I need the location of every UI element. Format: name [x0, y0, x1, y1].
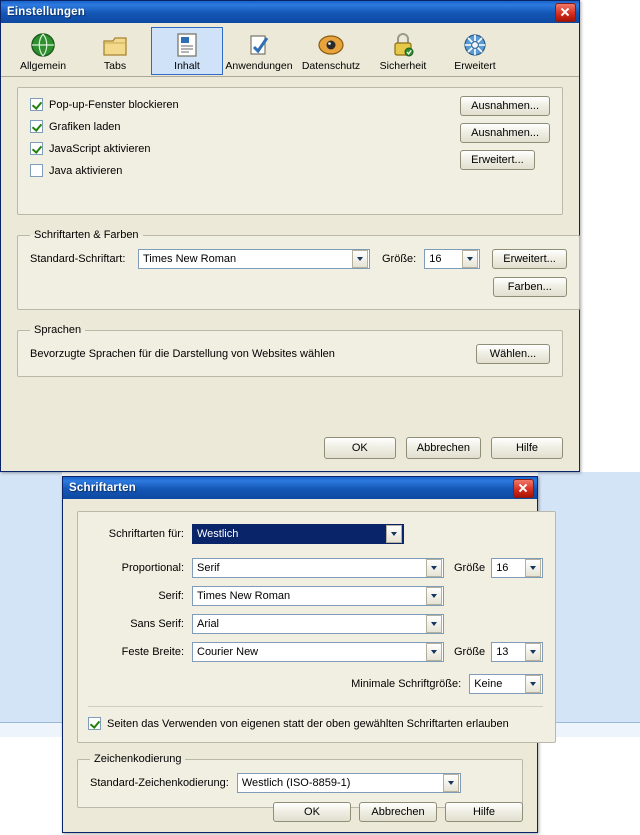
monospace-select[interactable]: [192, 642, 444, 662]
checkbox-load-images[interactable]: [30, 120, 121, 133]
min-font-size-label: Minimale Schriftgröße:: [351, 678, 462, 690]
settings-title: Einstellungen: [7, 6, 85, 18]
default-encoding-value: Westlich (ISO-8859-1): [241, 777, 351, 789]
images-exceptions-button[interactable]: Ausnahmen...: [460, 123, 550, 143]
globe-icon: [8, 30, 78, 60]
settings-help-button[interactable]: Hilfe: [491, 437, 563, 459]
proportional-size-value: 16: [496, 562, 509, 574]
chevron-down-icon[interactable]: [352, 250, 368, 268]
settings-cancel-button[interactable]: Abbrechen: [406, 437, 481, 459]
close-icon[interactable]: [513, 479, 534, 498]
chevron-down-icon[interactable]: [426, 643, 442, 661]
default-font-value: Times New Roman: [143, 253, 237, 265]
content-side-buttons: [460, 96, 550, 177]
fonts-selection-group: [77, 511, 556, 743]
fonts-dialog-footer: [273, 802, 523, 822]
fonts-for-value: Westlich: [197, 528, 239, 540]
checkbox-allow-page-fonts-box[interactable]: [88, 717, 101, 730]
sans-serif-label: Sans Serif:: [130, 618, 184, 630]
proportional-select[interactable]: [192, 558, 444, 578]
popup-exceptions-button[interactable]: Ausnahmen...: [460, 96, 550, 116]
sans-serif-value: Arial: [197, 618, 220, 630]
content-panel: [1, 77, 579, 471]
checkbox-load-images-box[interactable]: [30, 120, 43, 133]
chevron-down-icon[interactable]: [443, 774, 459, 792]
languages-legend: Sprachen: [34, 324, 82, 336]
sans-serif-select[interactable]: [192, 614, 444, 634]
fonts-for-select[interactable]: [192, 524, 404, 544]
proportional-value: Serif: [197, 562, 220, 574]
languages-description: Bevorzugte Sprachen für die Darstellung von Websites wählen: [30, 348, 335, 360]
proportional-size-select[interactable]: [491, 558, 543, 578]
chevron-down-icon[interactable]: [386, 525, 402, 543]
tab-datenschutz-label: Datenschutz: [301, 60, 361, 72]
chevron-down-icon[interactable]: [462, 250, 478, 268]
default-encoding-select[interactable]: [237, 773, 461, 793]
fonts-dialog-body: [63, 499, 537, 832]
fonts-ok-button[interactable]: OK: [273, 802, 351, 822]
tab-anwendungen-label: Anwendungen: [225, 60, 293, 72]
font-size-label: Größe:: [382, 253, 417, 265]
chevron-down-icon[interactable]: [525, 559, 541, 577]
monospace-size-select[interactable]: [491, 642, 543, 662]
monospace-size-value: 13: [496, 646, 509, 658]
serif-value: Times New Roman: [197, 590, 291, 602]
applications-icon: [224, 30, 294, 60]
close-icon[interactable]: [555, 3, 576, 22]
tab-erweitert-label: Erweitert: [454, 60, 496, 72]
fonts-dialog-titlebar[interactable]: [63, 477, 537, 499]
checkbox-enable-javascript-box[interactable]: [30, 142, 43, 155]
divider: [88, 706, 543, 707]
checkbox-popup-blocker-box[interactable]: [30, 98, 43, 111]
monospace-label: Feste Breite:: [121, 646, 184, 658]
security-lock-icon: [368, 30, 438, 60]
proportional-label: Proportional:: [121, 562, 184, 574]
advanced-gear-icon: [440, 30, 510, 60]
tab-inhalt[interactable]: [151, 27, 223, 75]
fonts-advanced-button[interactable]: Erweitert...: [492, 249, 567, 269]
tab-sicherheit[interactable]: [367, 27, 439, 75]
chevron-down-icon[interactable]: [426, 559, 442, 577]
chevron-down-icon[interactable]: [426, 615, 442, 633]
checkbox-popup-blocker[interactable]: [30, 98, 179, 111]
languages-group: [17, 324, 563, 377]
fonts-colors-group: [17, 229, 580, 310]
fonts-cancel-button[interactable]: Abbrechen: [359, 802, 437, 822]
min-font-size-select[interactable]: [469, 674, 543, 694]
default-encoding-label: Standard-Zeichenkodierung:: [90, 777, 229, 789]
checkbox-allow-page-fonts-label: Seiten das Verwenden von eigenen statt der oben gewählten Schriftarten erlauben: [107, 717, 509, 730]
checkbox-load-images-label: Grafiken laden: [49, 120, 121, 133]
serif-select[interactable]: [192, 586, 444, 606]
encoding-legend: Zeichenkodierung: [94, 753, 182, 765]
monospace-size-label: Größe: [454, 646, 486, 658]
chevron-down-icon[interactable]: [525, 675, 541, 693]
tabs-icon: [80, 30, 150, 60]
checkbox-allow-page-fonts[interactable]: [88, 717, 509, 730]
desktop-page-right: [538, 737, 640, 835]
checkbox-enable-java-label: Java aktivieren: [49, 164, 123, 177]
serif-label: Serif:: [158, 590, 184, 602]
settings-footer: [324, 437, 563, 459]
tab-allgemein-label: Allgemein: [19, 60, 67, 72]
choose-languages-button[interactable]: Wählen...: [476, 344, 550, 364]
tab-datenschutz[interactable]: [295, 27, 367, 75]
fonts-dialog: [62, 476, 538, 833]
tab-allgemein[interactable]: [7, 27, 79, 75]
encoding-group: [77, 753, 523, 808]
settings-titlebar[interactable]: [1, 1, 579, 23]
font-size-select[interactable]: [424, 249, 480, 269]
font-size-value: 16: [429, 253, 442, 265]
settings-toolbar: [1, 23, 579, 77]
colors-button[interactable]: Farben...: [493, 277, 567, 297]
javascript-advanced-button[interactable]: Erweitert...: [460, 150, 535, 170]
checkbox-enable-javascript[interactable]: [30, 142, 151, 155]
tab-anwendungen[interactable]: [223, 27, 295, 75]
default-font-select[interactable]: [138, 249, 370, 269]
fonts-help-button[interactable]: Hilfe: [445, 802, 523, 822]
tab-erweitert[interactable]: [439, 27, 511, 75]
checkbox-enable-javascript-label: JavaScript aktivieren: [49, 142, 151, 155]
tab-tabs-label: Tabs: [103, 60, 127, 72]
fonts-dialog-title: Schriftarten: [69, 482, 136, 494]
desktop-page-left: [0, 737, 62, 835]
tab-tabs[interactable]: [79, 27, 151, 75]
checkbox-enable-java-box[interactable]: [30, 164, 43, 177]
checkbox-popup-blocker-label: Pop-up-Fenster blockieren: [49, 98, 179, 111]
fonts-for-label: Schriftarten für:: [108, 528, 184, 540]
tab-inhalt-label: Inhalt: [174, 60, 200, 72]
proportional-size-label: Größe: [454, 562, 486, 574]
checkbox-enable-java[interactable]: [30, 164, 122, 177]
content-options-group: [17, 87, 563, 215]
chevron-down-icon[interactable]: [426, 587, 442, 605]
desktop-panel-left: [0, 723, 62, 737]
chevron-down-icon[interactable]: [525, 643, 541, 661]
fonts-colors-legend: Schriftarten & Farben: [34, 229, 139, 241]
default-font-label: Standard-Schriftart:: [30, 253, 126, 265]
settings-ok-button[interactable]: OK: [324, 437, 396, 459]
tab-sicherheit-label: Sicherheit: [379, 60, 427, 72]
min-font-size-value: Keine: [474, 678, 503, 690]
privacy-icon: [296, 30, 366, 60]
monospace-value: Courier New: [197, 646, 259, 658]
content-icon: [152, 30, 222, 60]
